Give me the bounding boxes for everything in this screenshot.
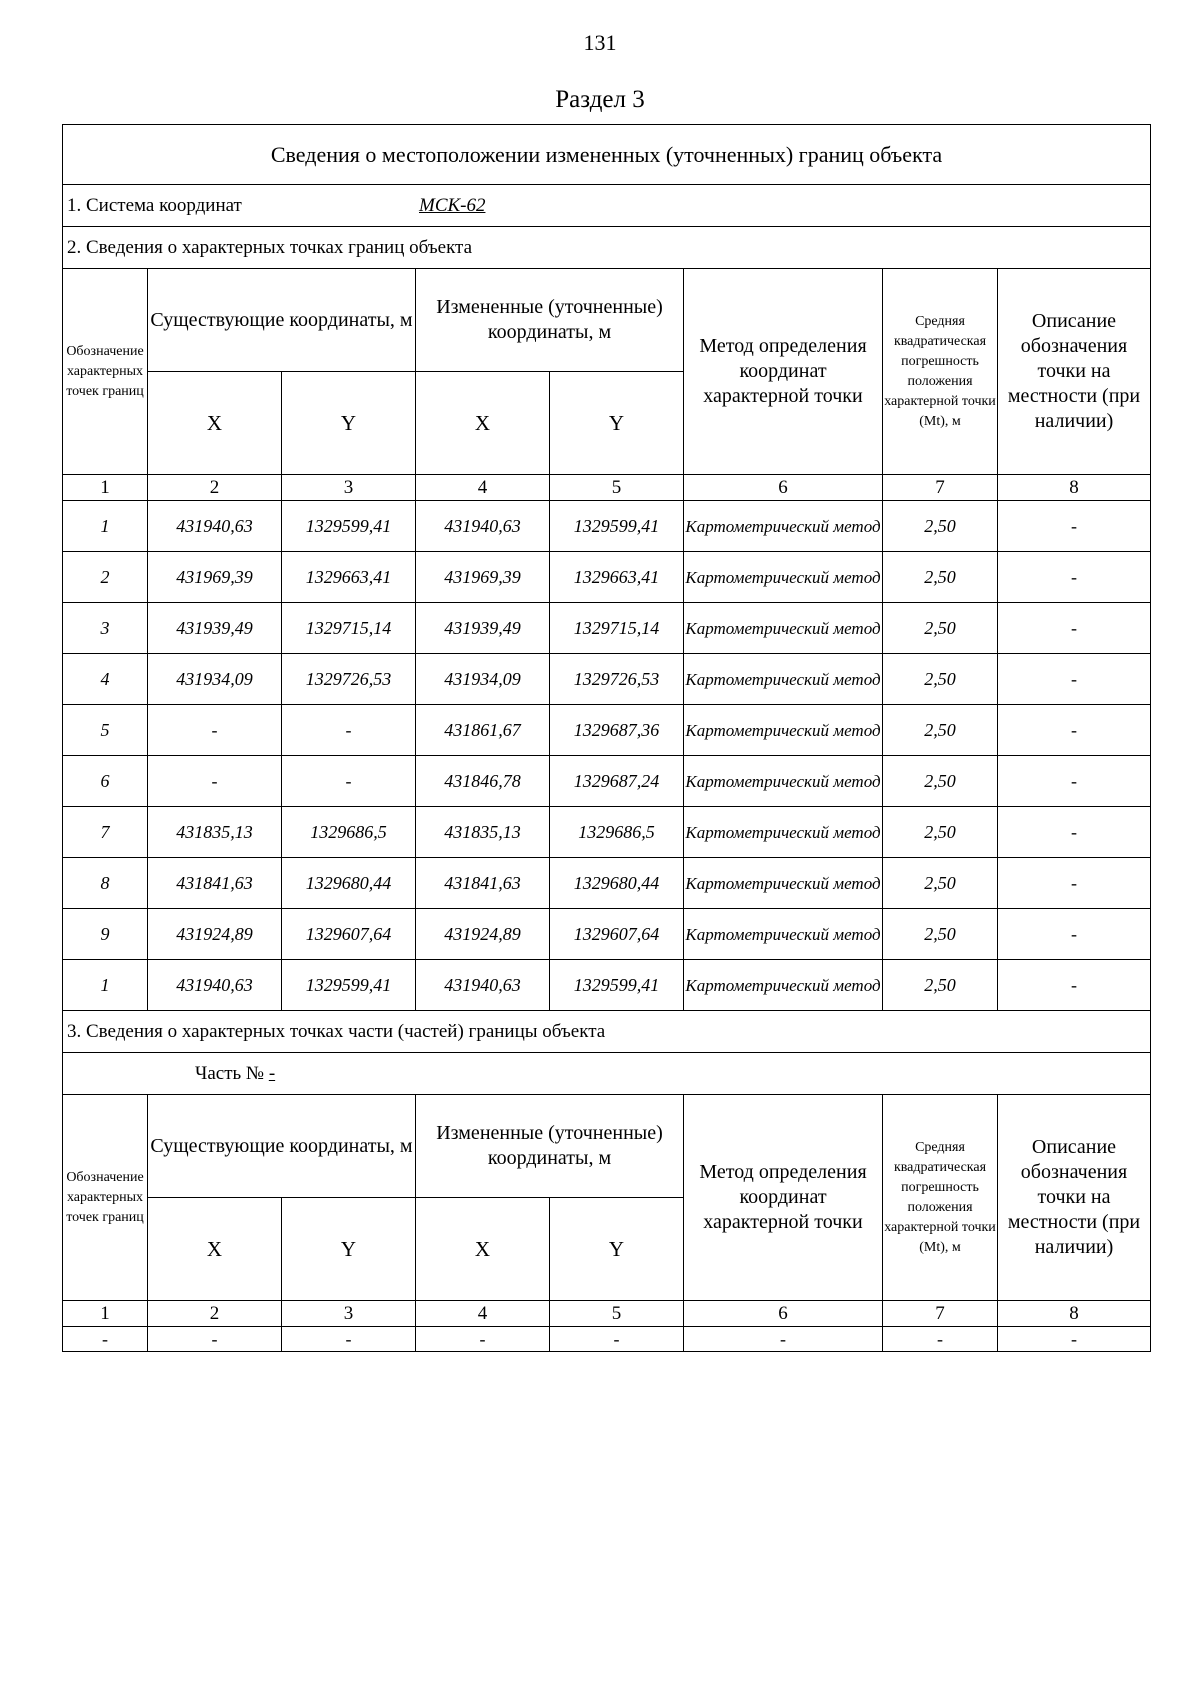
changed-y: 1329687,24 xyxy=(550,756,684,807)
column-number: 8 xyxy=(998,1301,1151,1327)
header-existing-coords: Существующие координаты, м xyxy=(148,269,416,372)
part-label: Часть № xyxy=(195,1062,265,1084)
existing-x: 431841,63 xyxy=(148,858,282,909)
empty-cell: - xyxy=(998,1327,1151,1352)
description: - xyxy=(998,756,1151,807)
existing-y: 1329715,14 xyxy=(282,603,416,654)
changed-x: 431939,49 xyxy=(416,603,550,654)
column-number: 2 xyxy=(148,1301,282,1327)
points-heading: 2. Сведения о характерных точках границ объекта xyxy=(63,227,1151,269)
existing-y: 1329599,41 xyxy=(282,960,416,1011)
empty-cell: - xyxy=(416,1327,550,1352)
header-changed-y: Y xyxy=(550,1198,684,1301)
header-existing-y: Y xyxy=(282,1198,416,1301)
parts-heading: 3. Сведения о характерных точках части (частей) границы объекта xyxy=(63,1011,1151,1053)
header-changed-x: X xyxy=(416,1198,550,1301)
method: Картометрический метод xyxy=(684,552,883,603)
existing-x: 431969,39 xyxy=(148,552,282,603)
header-method: Метод определения координат характерной точки xyxy=(684,1095,883,1301)
header-existing-x: X xyxy=(148,1198,282,1301)
empty-cell: - xyxy=(883,1327,998,1352)
column-number: 8 xyxy=(998,475,1151,501)
part-header-row xyxy=(63,1095,1151,1198)
method: Картометрический метод xyxy=(684,756,883,807)
changed-y: 1329687,36 xyxy=(550,705,684,756)
method: Картометрический метод xyxy=(684,807,883,858)
point-row xyxy=(63,705,1151,756)
empty-cell: - xyxy=(148,1327,282,1352)
changed-x: 431969,39 xyxy=(416,552,550,603)
column-number: 1 xyxy=(63,475,148,501)
changed-x: 431924,89 xyxy=(416,909,550,960)
existing-x: 431924,89 xyxy=(148,909,282,960)
point-number: 2 xyxy=(63,552,148,603)
description: - xyxy=(998,705,1151,756)
table-title: Сведения о местоположении измененных (уточненных) границ объекта xyxy=(63,125,1151,185)
existing-x: 431939,49 xyxy=(148,603,282,654)
existing-y: 1329680,44 xyxy=(282,858,416,909)
point-row xyxy=(63,858,1151,909)
existing-y: 1329599,41 xyxy=(282,501,416,552)
point-number: 3 xyxy=(63,603,148,654)
column-number: 7 xyxy=(883,1301,998,1327)
header-description: Описание обозначения точки на местности (при наличии) xyxy=(998,1095,1151,1301)
column-number: 2 xyxy=(148,475,282,501)
method: Картометрический метод xyxy=(684,960,883,1011)
header-changed-y: Y xyxy=(550,372,684,475)
column-number: 4 xyxy=(416,1301,550,1327)
description: - xyxy=(998,858,1151,909)
column-number: 4 xyxy=(416,475,550,501)
mt-value: 2,50 xyxy=(883,654,998,705)
method: Картометрический метод xyxy=(684,603,883,654)
point-row xyxy=(63,909,1151,960)
boundary-table xyxy=(62,124,1151,1352)
method: Картометрический метод xyxy=(684,705,883,756)
coord-system-row xyxy=(63,185,1151,227)
changed-y: 1329599,41 xyxy=(550,501,684,552)
description: - xyxy=(998,603,1151,654)
existing-y: 1329686,5 xyxy=(282,807,416,858)
empty-cell: - xyxy=(684,1327,883,1352)
header-existing-y: Y xyxy=(282,372,416,475)
section-title: Раздел 3 xyxy=(555,86,645,113)
point-row xyxy=(63,552,1151,603)
header-designation: Обозначение характерных точек границ xyxy=(63,269,148,475)
header-description: Описание обозначения точки на местности (при наличии) xyxy=(998,269,1151,475)
existing-x: - xyxy=(148,705,282,756)
method: Картометрический метод xyxy=(684,501,883,552)
existing-x: - xyxy=(148,756,282,807)
header-existing-x: X xyxy=(148,372,282,475)
column-number: 5 xyxy=(550,1301,684,1327)
mt-value: 2,50 xyxy=(883,552,998,603)
mt-value: 2,50 xyxy=(883,858,998,909)
changed-x: 431861,67 xyxy=(416,705,550,756)
header-method: Метод определения координат характерной точки xyxy=(684,269,883,475)
mt-value: 2,50 xyxy=(883,603,998,654)
existing-y: 1329663,41 xyxy=(282,552,416,603)
point-row xyxy=(63,756,1151,807)
header-mt: Средняя квадратическая погрешность положения характерной точки (Mt), м xyxy=(883,1095,998,1301)
changed-y: 1329726,53 xyxy=(550,654,684,705)
point-number: 7 xyxy=(63,807,148,858)
description: - xyxy=(998,501,1151,552)
coord-system-value: МСК-62 xyxy=(419,194,486,216)
empty-cell: - xyxy=(282,1327,416,1352)
header-existing-coords: Существующие координаты, м xyxy=(148,1095,416,1198)
point-number: 6 xyxy=(63,756,148,807)
point-number: 1 xyxy=(63,960,148,1011)
description: - xyxy=(998,909,1151,960)
changed-y: 1329680,44 xyxy=(550,858,684,909)
column-number: 5 xyxy=(550,475,684,501)
changed-x: 431940,63 xyxy=(416,501,550,552)
part-data-row xyxy=(63,1327,1151,1352)
method: Картометрический метод xyxy=(684,858,883,909)
description: - xyxy=(998,654,1151,705)
existing-x: 431835,13 xyxy=(148,807,282,858)
existing-x: 431940,63 xyxy=(148,960,282,1011)
empty-cell: - xyxy=(63,1327,148,1352)
existing-x: 431934,09 xyxy=(148,654,282,705)
description: - xyxy=(998,552,1151,603)
changed-y: 1329607,64 xyxy=(550,909,684,960)
changed-y: 1329715,14 xyxy=(550,603,684,654)
column-number: 6 xyxy=(684,1301,883,1327)
point-number: 9 xyxy=(63,909,148,960)
point-number: 1 xyxy=(63,501,148,552)
column-number: 3 xyxy=(282,475,416,501)
coord-system-label: 1. Система координат xyxy=(67,194,242,216)
point-row xyxy=(63,807,1151,858)
column-number: 3 xyxy=(282,1301,416,1327)
header-changed-coords: Измененные (уточненные) координаты, м xyxy=(416,1095,684,1198)
changed-x: 431846,78 xyxy=(416,756,550,807)
description: - xyxy=(998,807,1151,858)
points-header-row xyxy=(63,269,1151,372)
page-number: 131 xyxy=(583,30,617,55)
point-row xyxy=(63,603,1151,654)
mt-value: 2,50 xyxy=(883,960,998,1011)
points-column-numbers-row xyxy=(63,475,1151,501)
mt-value: 2,50 xyxy=(883,705,998,756)
description: - xyxy=(998,960,1151,1011)
column-number: 6 xyxy=(684,475,883,501)
column-number: 1 xyxy=(63,1301,148,1327)
part-value: - xyxy=(268,1062,276,1084)
changed-y: 1329599,41 xyxy=(550,960,684,1011)
mt-value: 2,50 xyxy=(883,501,998,552)
existing-y: - xyxy=(282,705,416,756)
point-row xyxy=(63,654,1151,705)
point-number: 4 xyxy=(63,654,148,705)
mt-value: 2,50 xyxy=(883,807,998,858)
mt-value: 2,50 xyxy=(883,756,998,807)
existing-y: 1329726,53 xyxy=(282,654,416,705)
point-row xyxy=(63,501,1151,552)
changed-x: 431940,63 xyxy=(416,960,550,1011)
existing-y: - xyxy=(282,756,416,807)
point-number: 8 xyxy=(63,858,148,909)
changed-y: 1329663,41 xyxy=(550,552,684,603)
header-mt: Средняя квадратическая погрешность положения характерной точки (Mt), м xyxy=(883,269,998,475)
point-number: 5 xyxy=(63,705,148,756)
header-designation: Обозначение характерных точек границ xyxy=(63,1095,148,1301)
header-changed-coords: Измененные (уточненные) координаты, м xyxy=(416,269,684,372)
changed-y: 1329686,5 xyxy=(550,807,684,858)
mt-value: 2,50 xyxy=(883,909,998,960)
changed-x: 431835,13 xyxy=(416,807,550,858)
method: Картометрический метод xyxy=(684,654,883,705)
changed-x: 431934,09 xyxy=(416,654,550,705)
column-number: 7 xyxy=(883,475,998,501)
existing-y: 1329607,64 xyxy=(282,909,416,960)
part-column-numbers-row xyxy=(63,1301,1151,1327)
part-row xyxy=(63,1053,1151,1095)
point-row xyxy=(63,960,1151,1011)
existing-x: 431940,63 xyxy=(148,501,282,552)
empty-cell: - xyxy=(550,1327,684,1352)
changed-x: 431841,63 xyxy=(416,858,550,909)
header-changed-x: X xyxy=(416,372,550,475)
method: Картометрический метод xyxy=(684,909,883,960)
